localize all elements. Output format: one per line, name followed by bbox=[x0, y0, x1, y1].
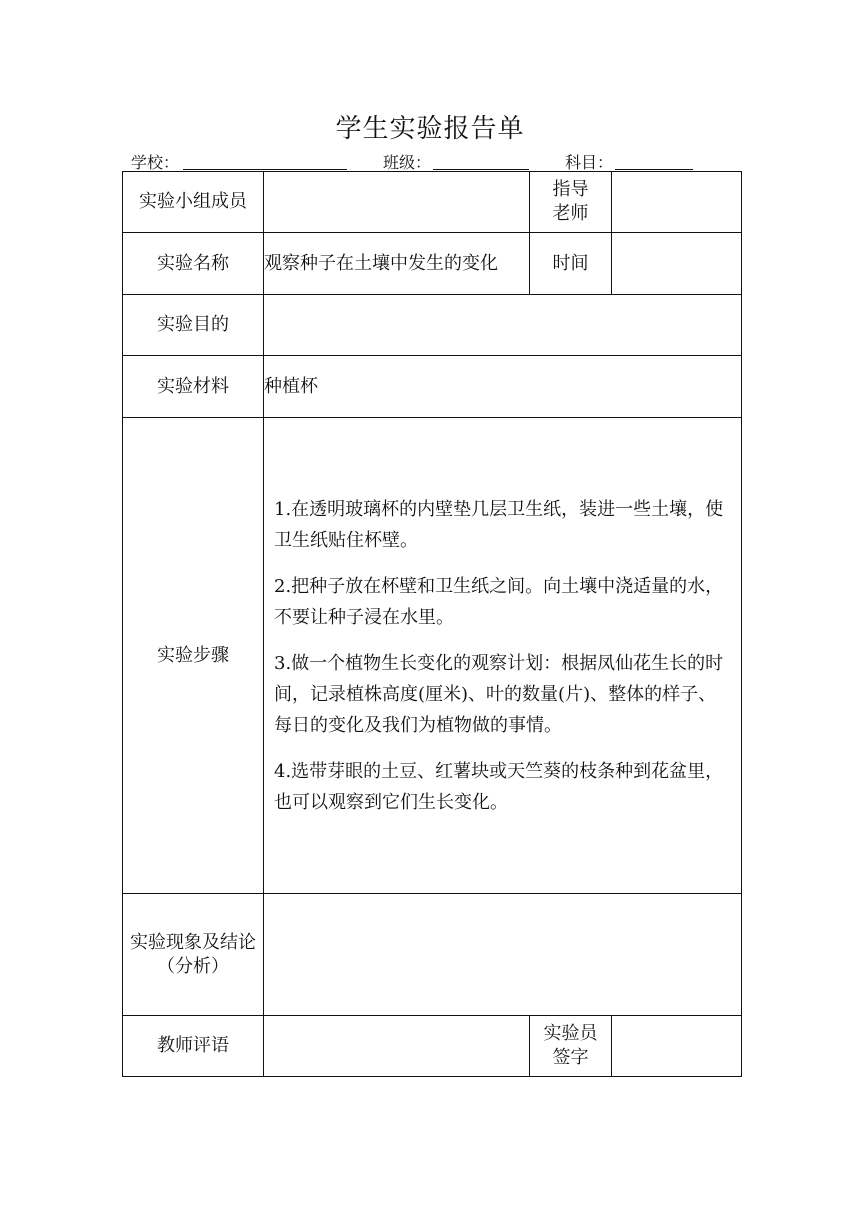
table-row bbox=[123, 233, 742, 295]
teacher-cell[interactable] bbox=[612, 172, 742, 233]
signature-cell[interactable] bbox=[612, 1016, 742, 1077]
materials-label: 实验材料 bbox=[123, 356, 264, 418]
school-field[interactable] bbox=[183, 169, 347, 170]
steps-label: 实验步骤 bbox=[123, 418, 264, 894]
table-row bbox=[123, 356, 742, 418]
time-cell[interactable] bbox=[612, 233, 742, 295]
purpose-label: 实验目的 bbox=[123, 295, 264, 356]
header-fields bbox=[131, 150, 741, 172]
signature-label: 实验员签字 bbox=[530, 1016, 612, 1077]
phenomena-label: 实验现象及结论（分析） bbox=[123, 894, 264, 1016]
table-row bbox=[123, 295, 742, 356]
table-row bbox=[123, 1016, 742, 1077]
subject-label: 科目： bbox=[565, 153, 614, 172]
step-item: 3.做一个植物生长变化的观察计划：根据凤仙花生长的时间，记录植株高度(厘米)、叶的数量(片)、整体的样子、每日的变化及我们为植物做的事情。 bbox=[274, 652, 724, 736]
school-label: 学校： bbox=[131, 153, 180, 172]
comment-label: 教师评语 bbox=[123, 1016, 264, 1077]
table-row bbox=[123, 894, 742, 1016]
class-field[interactable] bbox=[433, 169, 529, 170]
class-label: 班级： bbox=[383, 153, 432, 172]
experiment-name-label: 实验名称 bbox=[123, 233, 264, 295]
comment-cell[interactable] bbox=[264, 1016, 530, 1077]
purpose-cell[interactable] bbox=[264, 295, 742, 356]
step-item: 2.把种子放在杯壁和卫生纸之间。向土壤中浇适量的水，不要让种子浸在水里。 bbox=[274, 575, 724, 628]
report-title: 学生实验报告单 bbox=[335, 114, 525, 144]
step-item: 1.在透明玻璃杯的内壁垫几层卫生纸，装进一些土壤，使卫生纸贴住杯壁。 bbox=[274, 498, 724, 551]
step-item: 4.选带芽眼的土豆、红薯块或天竺葵的枝条种到花盆里，也可以观察到它们生长变化。 bbox=[274, 760, 724, 813]
subject-field[interactable] bbox=[615, 169, 693, 170]
experiment-name-value: 观察种子在土壤中发生的变化 bbox=[264, 233, 530, 295]
phenomena-cell[interactable] bbox=[264, 894, 742, 1016]
report-table bbox=[122, 171, 742, 1077]
table-row bbox=[123, 172, 742, 233]
members-label: 实验小组成员 bbox=[123, 172, 264, 233]
table-row bbox=[123, 418, 742, 894]
steps-list bbox=[264, 494, 741, 818]
time-label: 时间 bbox=[530, 233, 612, 295]
materials-value: 种植杯 bbox=[264, 356, 742, 418]
teacher-label: 指导老师 bbox=[530, 172, 612, 233]
members-cell[interactable] bbox=[264, 172, 530, 233]
steps-cell bbox=[264, 418, 742, 894]
